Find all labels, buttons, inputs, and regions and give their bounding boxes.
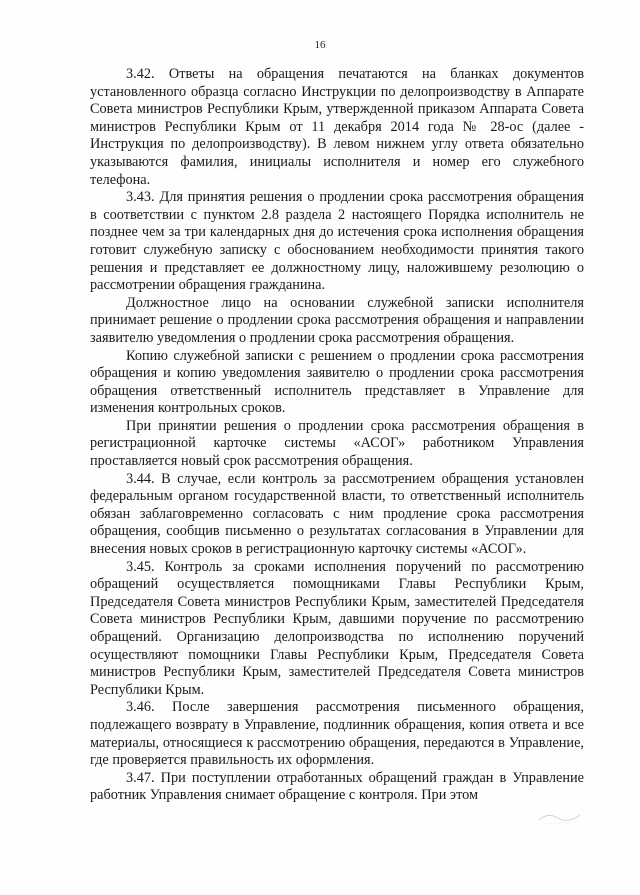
paragraph-3-43-copy: Копию служебной записки с решением о продлении срока рассмотрения обращения и копию уведомления заявителю о продлении срока рассмотрения обращения ответственный исполнитель представляет в Управление для изменения контрольных сроков. xyxy=(90,347,584,417)
document-body xyxy=(90,66,584,805)
paragraph-3-42: 3.42. Ответы на обращения печатаются на бланках документов установленного образца согласно Инструкции по делопроизводству в Аппарате Совета министров Республики Крым, утвержденной приказом Аппарата Совета министров Республики Крым от 11 декабря 2014 года № 28-ос (далее - Инструкция по делопроизводству). В левом нижнем углу ответа обязательно указываются фамилия, инициалы исполнителя и номер его служебного телефона. xyxy=(90,66,584,188)
paragraph-3-43-decision: Должностное лицо на основании служебной записки исполнителя принимает решение о продлении срока рассмотрения обращения и направлении заявителю уведомления о продлении срока рассмотрения обращения. xyxy=(90,294,584,346)
paragraph-3-43: 3.43. Для принятия решения о продлении срока рассмотрения обращения в соответствии с пунктом 2.8 раздела 2 настоящего Порядка исполнитель не позднее чем за три календарных дня до истечения срока исполнения обращения готовит служебную записку с обоснованием необходимости принятия такого решения и представляет ее должностному лицу, наложившему резолюцию о рассмотрении обращения гражданина. xyxy=(90,189,584,294)
paragraph-3-44: 3.44. В случае, если контроль за рассмотрением обращения установлен федеральным органом государственной власти, то ответственный исполнитель обязан заблаговременно согласовать с ним продление срока рассмотрения обращения, сообщив письменно о результатах согласования в Управлении для внесения новых сроков в регистрационную карточку системы «АСОГ». xyxy=(90,470,584,558)
paragraph-3-47: 3.47. При поступлении отработанных обращений граждан в Управление работник Управления снимает обращение с контроля. При этом xyxy=(90,769,584,804)
paragraph-3-46: 3.46. После завершения рассмотрения письменного обращения, подлежащего возврату в Управление, подлинник обращения, копия ответа и все материалы, относящиеся к рассмотрению обращения, передаются в Управление, где проверяется правильность их оформления. xyxy=(90,699,584,769)
paragraph-3-45: 3.45. Контроль за сроками исполнения поручений по рассмотрению обращений осуществляется помощниками Главы Республики Крым, Председателя Совета министров Республики Крым, заместителей Председателя Совета министров Республики Крым, давшими поручение по рассмотрению обращений. Организацию делопроизводства по исполнению поручений осуществляют помощники Главы Республики Крым, Председателя Совета министров Республики Крым, заместителей Председателя Совета министров Республики Крым. xyxy=(90,558,584,698)
paragraph-3-43-registration: При принятии решения о продлении срока рассмотрения обращения в регистрационной карточке системы «АСОГ» работником Управления проставляется новый срок рассмотрения обращения. xyxy=(90,417,584,470)
faint-stamp-mark xyxy=(536,806,586,828)
page-number: 16 xyxy=(314,39,326,51)
